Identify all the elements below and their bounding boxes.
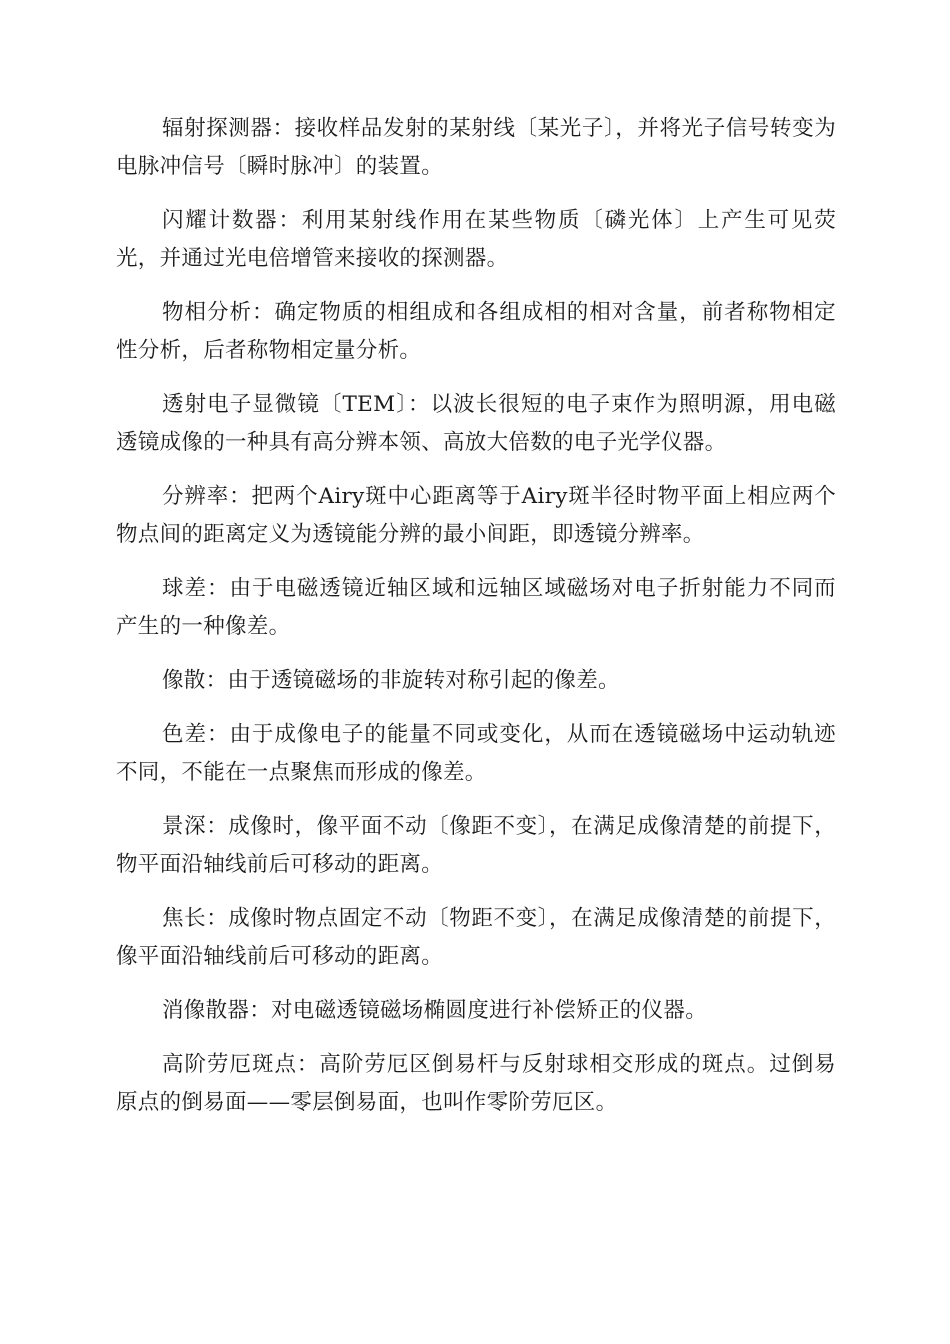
entry-astigmatism: 像散：由于透镜磁场的非旋转对称引起的像差。 <box>162 668 620 693</box>
entry-chromatic-aberration: 色差：由于成像电子的能量不同或变化，从而在透镜磁场中运动轨迹不同，不能在一点聚焦而形成的像差。 <box>116 722 836 785</box>
entry-phase-analysis: 物相分析：确定物质的相组成和各组成相的相对含量，前者称物相定性分析，后者称物相定量分析。 <box>116 300 836 363</box>
entry-radiation-detector: 辐射探测器：接收样品发射的某射线〔某光子〕，并将光子信号转变为电脉冲信号〔瞬时脉冲〕的装置。 <box>116 116 836 179</box>
document-body <box>116 110 836 1138</box>
entry-depth-of-focus: 焦长：成像时物点固定不动〔物距不变〕，在满足成像清楚的前提下，像平面沿轴线前后可移动的距离。 <box>116 906 836 969</box>
entry-stigmator: 消像散器：对电磁透镜磁场椭圆度进行补偿矫正的仪器。 <box>162 998 708 1023</box>
entry-tem: 透射电子显微镜〔TEM〕：以波长很短的电子束作为照明源，用电磁透镜成像的一种具有高分辨本领、高放大倍数的电子光学仪器。 <box>116 392 836 455</box>
entry-higher-order-laue-spots: 高阶劳厄斑点：高阶劳厄区倒易杆与反射球相交形成的斑点。过倒易原点的倒易面——零层倒易面，也叫作零阶劳厄区。 <box>116 1052 836 1115</box>
entry-scintillation-counter: 闪耀计数器：利用某射线作用在某些物质〔磷光体〕上产生可见荧光，并通过光电倍增管来接收的探测器。 <box>116 208 836 271</box>
entry-depth-of-field: 景深：成像时，像平面不动〔像距不变〕，在满足成像清楚的前提下，物平面沿轴线前后可移动的距离。 <box>116 814 836 877</box>
entry-resolution: 分辨率：把两个Airy斑中心距离等于Airy斑半径时物平面上相应两个物点间的距离定义为透镜能分辨的最小间距，即透镜分辨率。 <box>116 484 836 547</box>
entry-spherical-aberration: 球差：由于电磁透镜近轴区域和远轴区域磁场对电子折射能力不同而产生的一种像差。 <box>116 576 836 639</box>
